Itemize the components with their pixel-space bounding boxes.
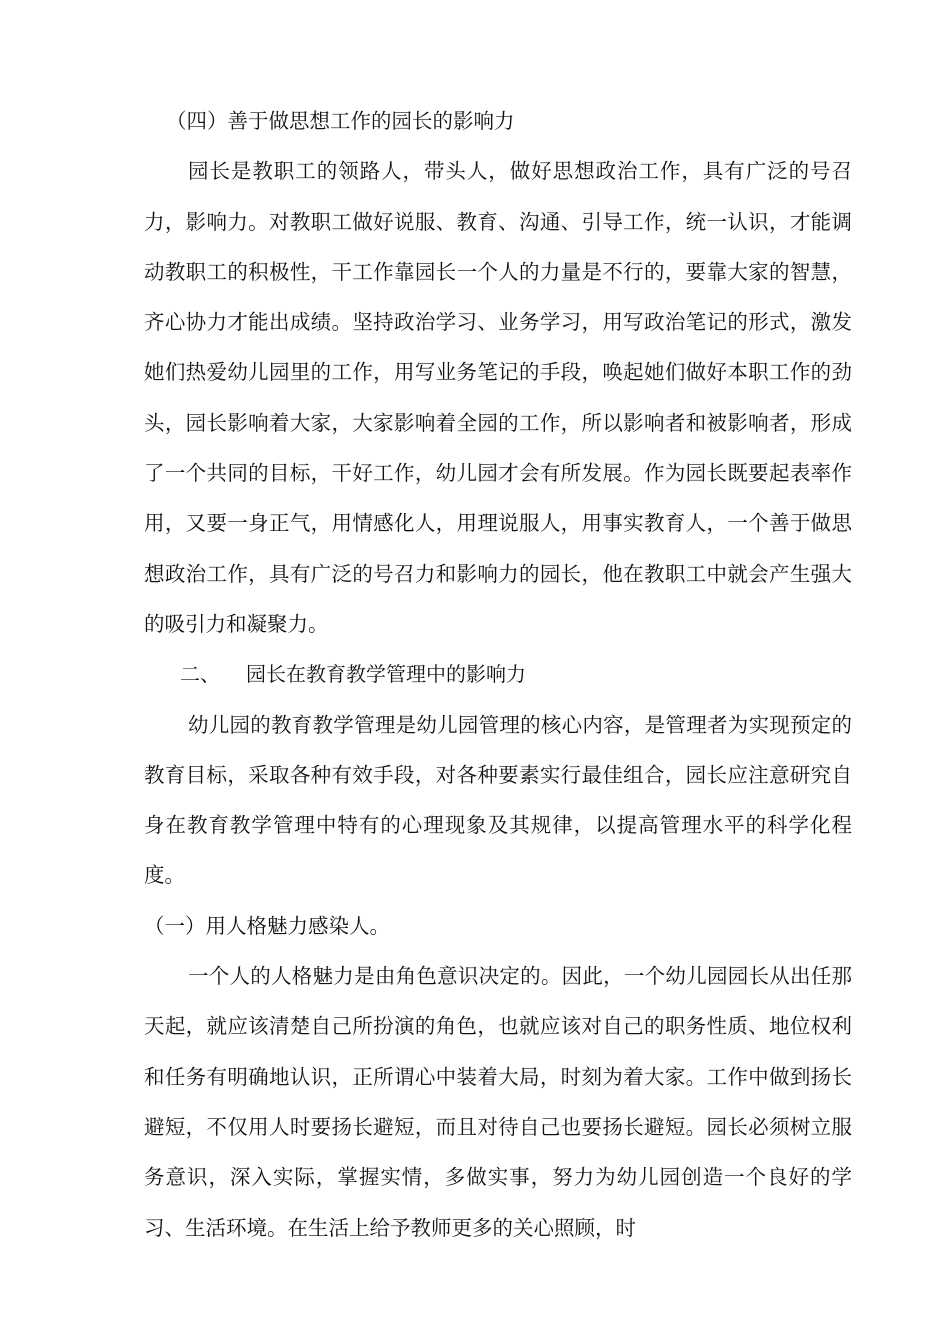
section-title: 园长在教育教学管理中的影响力 bbox=[246, 662, 526, 687]
subsection-heading-four: （四）善于做思想工作的园长的影响力 bbox=[166, 109, 515, 133]
paragraph-personal-charm: 一个人的人格魅力是由角色意识决定的。因此，一个幼儿园园长从出任那天起，就应该清楚自己所扮演的角色，也就应该对自己的职务性质、地位权利和任务有明确地认识，正所谓心中装着大局，时刻为着大家。工作中做到扬长避短，不仅用人时要扬长避短，而且对待自己也要扬长避短。园长必须树立服务意识，深入实际，掌握实情，多做实事，努力为幼儿园创造一个良好的学习、生活环境。在生活上给予教师更多的关心照顾，时 bbox=[144, 964, 852, 1240]
document-body bbox=[144, 96, 852, 1253]
subsection-heading-one: （一）用人格魅力感染人。 bbox=[144, 913, 390, 938]
section-heading-two bbox=[144, 649, 852, 699]
paragraph-teaching-management: 幼儿园的教育教学管理是幼儿园管理的核心内容，是管理者为实现预定的教育目标，采取各种有效手段，对各种要素实行最佳组合，园长应注意研究自身在教育教学管理中特有的心理现象及其规律，以提高管理水平的科学化程度。 bbox=[144, 712, 852, 888]
paragraph-ideological-work: 园长是教职工的领路人，带头人，做好思想政治工作，具有广泛的号召力，影响力。对教职工做好说服、教育、沟通、引导工作，统一认识，才能调动教职工的积极性，干工作靠园长一个人的力量是不行的，要靠大家的智慧，齐心协力才能出成绩。坚持政治学习、业务学习，用写政治笔记的形式，激发她们热爱幼儿园里的工作，用写业务笔记的手段，唤起她们做好本职工作的劲头，园长影响着大家，大家影响着全园的工作，所以影响者和被影响者，形成了一个共同的目标，干好工作，幼儿园才会有所发展。作为园长既要起表率作用，又要一身正气，用情感化人，用理说服人，用事实教育人，一个善于做思想政治工作，具有广泛的号召力和影响力的园长，他在教职工中就会产生强大的吸引力和凝聚力。 bbox=[144, 159, 852, 636]
section-number: 二、 bbox=[180, 662, 220, 687]
